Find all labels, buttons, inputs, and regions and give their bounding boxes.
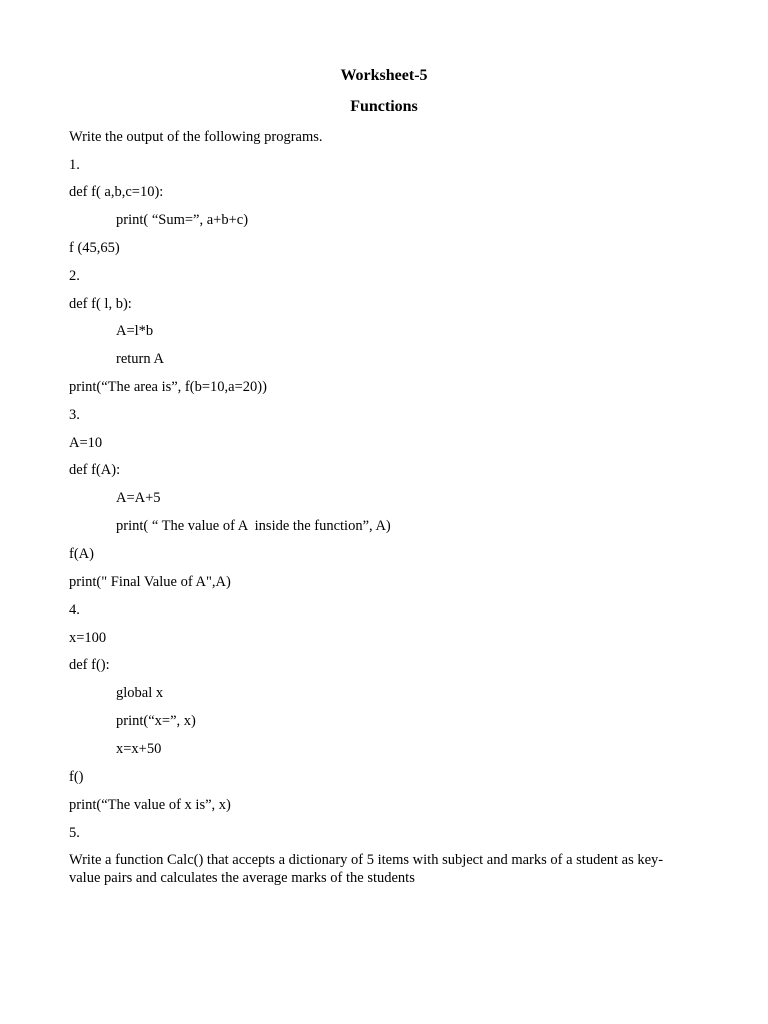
code-line: print(“The value of x is”, x) [69, 797, 231, 813]
question-5-number: 5. [69, 825, 80, 841]
code-line: def f(A): [69, 462, 121, 478]
code-line: A=10 [69, 435, 103, 451]
code-line: print( “Sum=”, a+b+c) [116, 212, 249, 228]
worksheet-subtitle: Functions [350, 98, 418, 115]
code-line: f(A) [69, 546, 94, 562]
code-line: x=100 [69, 630, 107, 646]
code-line: f (45,65) [69, 240, 120, 256]
code-line: def f(): [69, 657, 110, 673]
code-line: print(“x=”, x) [116, 713, 196, 729]
question-3-number: 3. [69, 407, 80, 423]
code-line: def f( a,b,c=10): [69, 184, 164, 200]
instruction-text: Write the output of the following programs. [69, 129, 323, 145]
code-line: x=x+50 [116, 741, 162, 757]
code-line: print( “ The value of A inside the function”, A) [116, 518, 391, 534]
code-line: A=A+5 [116, 490, 161, 506]
question-2-number: 2. [69, 268, 80, 284]
code-line: def f( l, b): [69, 296, 132, 312]
question-4-number: 4. [69, 602, 80, 618]
question-5-text: Write a function Calc() that accepts a dictionary of 5 items with subject and marks of a student as key-value pairs and calculates the average marks of the students [69, 852, 664, 886]
worksheet-title: Worksheet-5 [340, 67, 428, 84]
code-line: A=l*b [116, 323, 154, 339]
code-line: global x [116, 685, 164, 701]
code-line: print(“The area is”, f(b=10,a=20)) [69, 379, 267, 395]
question-1-number: 1. [69, 157, 80, 173]
code-line: f() [69, 769, 84, 785]
code-line: print(" Final Value of A",A) [69, 574, 231, 590]
code-line: return A [116, 351, 164, 367]
